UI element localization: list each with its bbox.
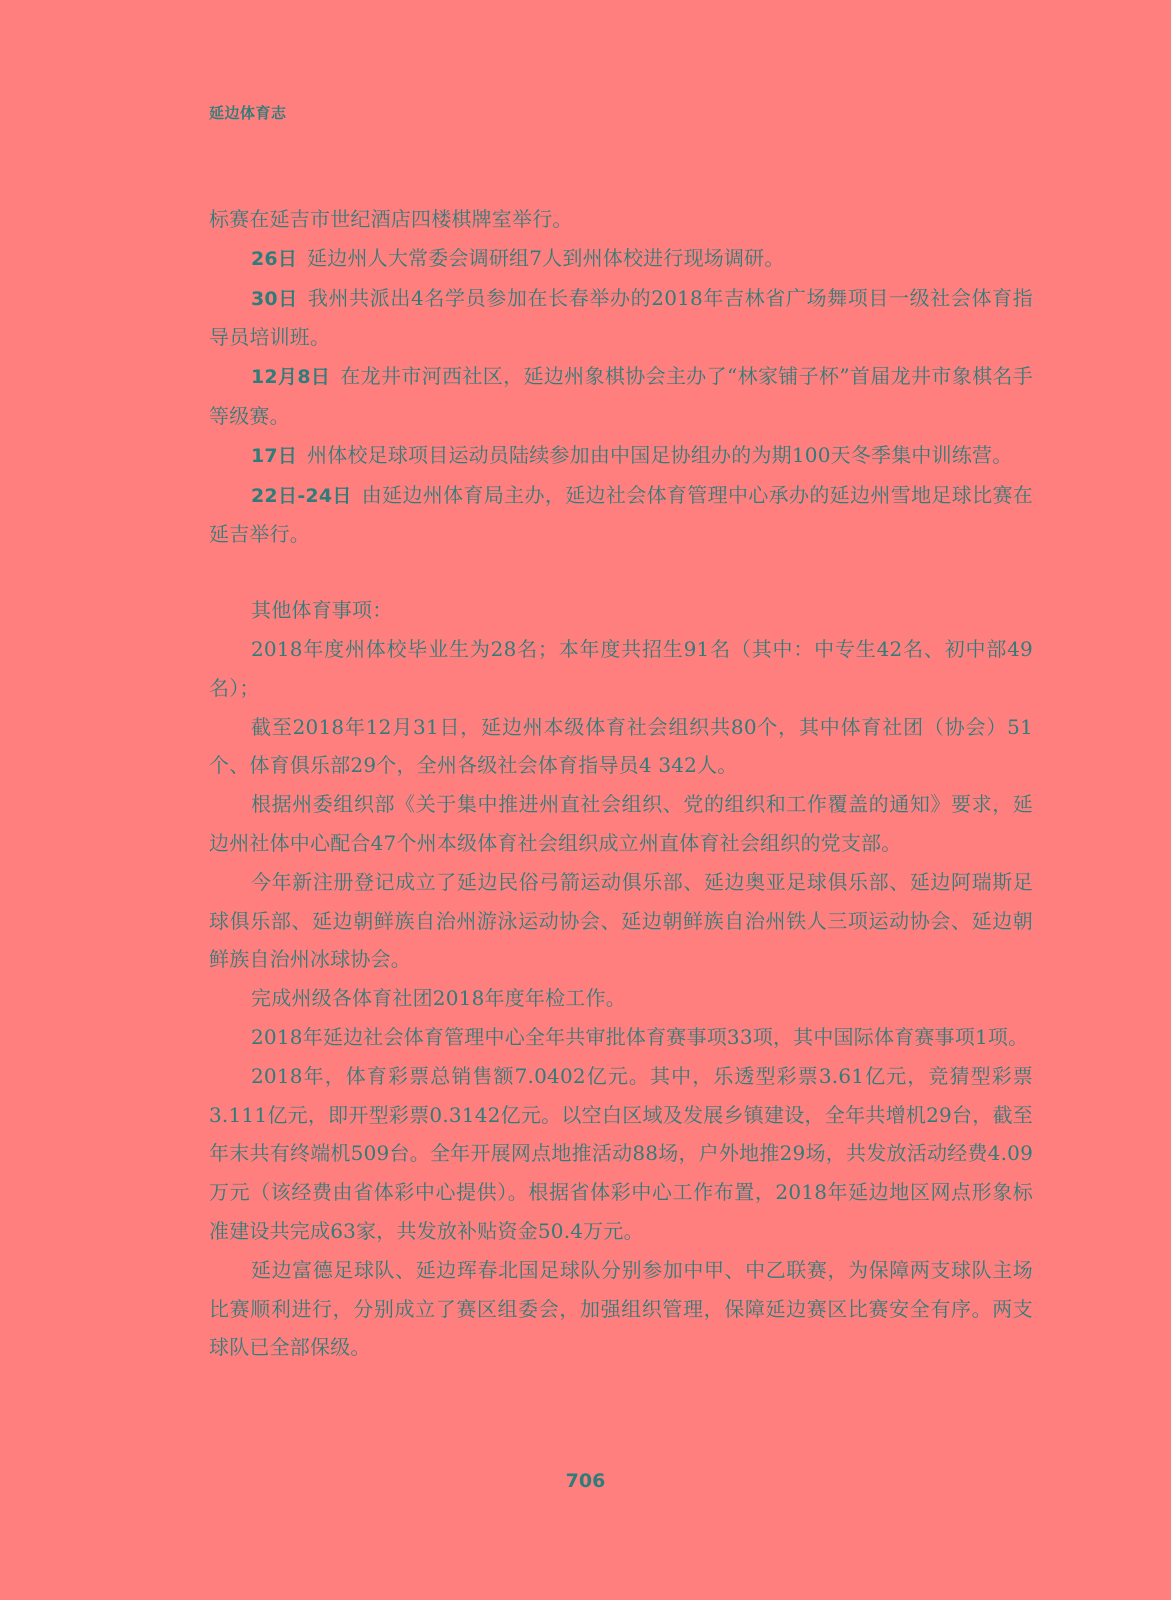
running-header: 延边体育志 — [209, 104, 287, 122]
entry-item — [209, 476, 1033, 555]
entry-text: 我州共派出4名学员参加在长春举办的2018年吉林省广场舞项目一级社会体育指导员培训班。 — [209, 285, 1033, 350]
body-paragraph: 2018年，体育彩票总销售额7.0402亿元。其中，乐透型彩票3.61亿元，竞猜型彩票3.111亿元，即开型彩票0.3142亿元。以空白区域及发展乡镇建设，全年共增机29台，截至年末共有终端机509台。全年开展网点地推活动88场，户外地推29场，共发放活动经费4.09万元（该经费由省体彩中心提供）。根据省体彩中心工作布置，2018年延边地区网点形象标准建设共完成63家，共发放补贴资金50.4万元。 — [209, 1063, 1033, 1243]
entry-date: 30日 — [251, 287, 298, 310]
body-paragraph: 2018年度州体校毕业生为28名；本年度共招生91名（其中：中专生42名、初中部49名）； — [209, 636, 1033, 700]
entry-text: 在龙井市河西社区，延边州象棋协会主办了“林家铺子杯”首届龙井市象棋名手等级赛。 — [209, 364, 1033, 428]
body-paragraph: 延边富德足球队、延边珲春北国足球队分别参加中甲、中乙联赛，为保障两支球队主场比赛顺利进行，分别成立了赛区组委会，加强组织管理，保障延边赛区比赛安全有序。两支球队已全部保级。 — [209, 1257, 1033, 1360]
entry-date: 12月8日 — [251, 366, 331, 389]
entry-text: 由延边州体育局主办，延边社会体育管理中心承办的延边州雪地足球比赛在延吉举行。 — [209, 482, 1033, 547]
entry-date: 26日 — [251, 247, 298, 270]
body-paragraph: 完成州级各体育社团2018年度年检工作。 — [251, 986, 626, 1011]
entry-item — [209, 239, 1033, 279]
entry-date: 22日-24日 — [251, 484, 352, 507]
section-spacer — [209, 554, 1033, 591]
section-heading: 其他体育事项： — [251, 598, 393, 623]
entry-item — [209, 436, 1033, 476]
entry-text: 延边州人大常委会调研组7人到州体校进行现场调研。 — [307, 245, 785, 270]
page-number: 706 — [565, 1470, 606, 1492]
body-paragraph: 截至2018年12月31日，延边州本级体育社会组织共80个，其中体育社团（协会）51个、体育俱乐部29个，全州各级社会体育指导员4 342人。 — [209, 714, 1033, 778]
entry-item — [209, 357, 1033, 436]
entry-item — [209, 279, 1033, 358]
page-body — [209, 200, 1033, 1367]
body-paragraph: 根据州委组织部《关于集中推进州直社会组织、党的组织和工作覆盖的通知》要求，延边州社体中心配合47个州本级体育社会组织成立州直体育社会组织的党支部。 — [209, 792, 1033, 855]
entry-text: 州体校足球项目运动员陆续参加由中国足协组办的为期100天冬季集中训练营。 — [307, 442, 1013, 467]
body-paragraph: 2018年延边社会体育管理中心全年共审批体育赛事项33项，其中国际体育赛事项1项。 — [251, 1024, 1029, 1049]
intro-paragraph: 标赛在延吉市世纪酒店四楼棋牌室举行。 — [209, 207, 573, 231]
entry-date: 17日 — [251, 444, 298, 467]
body-paragraph: 今年新注册登记成立了延边民俗弓箭运动俱乐部、延边奥亚足球俱乐部、延边阿瑞斯足球俱乐部、延边朝鲜族自治州游泳运动协会、延边朝鲜族自治州铁人三项运动协会、延边朝鲜族自治州冰球协会。 — [209, 869, 1033, 972]
